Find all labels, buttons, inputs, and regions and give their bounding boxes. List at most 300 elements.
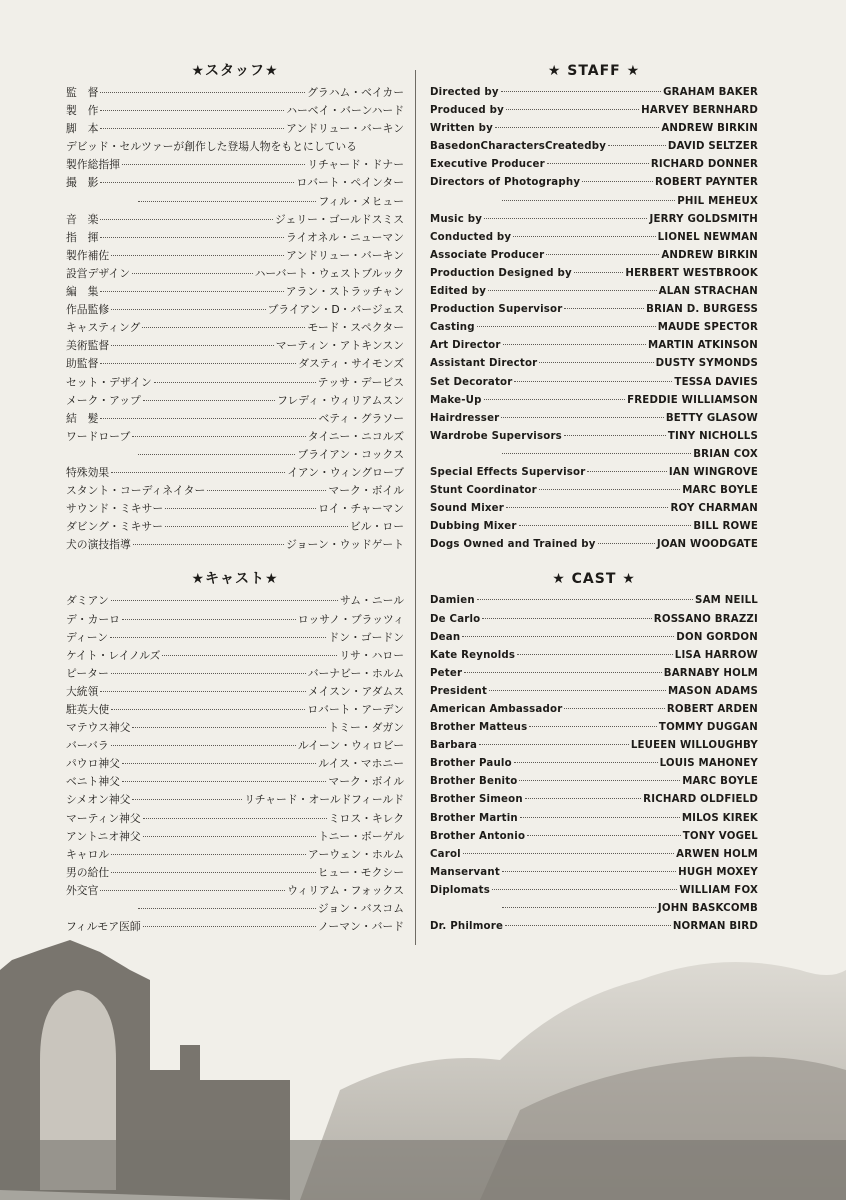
- credit-row: [66, 629, 404, 647]
- dot-leader: [479, 744, 629, 745]
- credit-name: ブライアン・コックス: [297, 447, 404, 461]
- credit-name: JOAN WOODGATE: [656, 539, 758, 551]
- dot-leader: [484, 399, 625, 400]
- credit-name: ロッサノ・ブラッツィ: [297, 612, 404, 626]
- dot-leader: [162, 655, 337, 656]
- credit-row: [66, 719, 404, 737]
- credit-row: [66, 428, 404, 446]
- credit-role: Brother Simeon: [430, 794, 523, 806]
- en-cast-list: [430, 592, 758, 936]
- credit-row: [66, 229, 404, 247]
- dot-leader: [527, 835, 681, 836]
- dot-leader: [111, 255, 284, 256]
- credit-row: [430, 319, 758, 337]
- credit-role: Edited by: [430, 286, 487, 298]
- credit-role: 製作総指揮: [66, 158, 120, 172]
- dot-leader: [100, 110, 284, 111]
- jp-cast-list: [66, 592, 404, 936]
- credit-row: [430, 755, 758, 773]
- dot-leader: [122, 763, 316, 764]
- credit-name: ハーベイ・バーンハード: [286, 104, 404, 118]
- credit-name: バーナビー・ホルム: [307, 666, 404, 680]
- credit-role: Written by: [430, 123, 493, 135]
- dot-leader: [132, 727, 326, 728]
- credit-role: 犬の演技指導: [66, 538, 131, 552]
- credit-row: [66, 84, 404, 102]
- dot-leader: [502, 871, 676, 872]
- credit-role: Barbara: [430, 740, 478, 752]
- credit-row: [66, 665, 404, 683]
- dot-leader: [464, 672, 662, 673]
- credit-name: リサ・ハロー: [339, 648, 404, 662]
- credit-name: NORMAN BIRD: [672, 921, 758, 933]
- credit-name: アーウェン・ホルム: [308, 847, 404, 861]
- credit-role: Production Designed by: [430, 267, 572, 279]
- credit-row: [430, 156, 758, 174]
- credit-row: [66, 773, 404, 791]
- credit-row: [66, 701, 404, 719]
- jp-staff-heading: ★スタッフ★: [191, 63, 279, 79]
- credit-name: HARVEY BERNHARD: [641, 105, 758, 117]
- credit-name: ALAN STRACHAN: [658, 286, 758, 298]
- credit-role: ケイト・レイノルズ: [66, 648, 161, 662]
- credit-role: Peter: [430, 667, 463, 679]
- credit-name: MAUDE SPECTOR: [657, 322, 758, 334]
- credit-row: [430, 791, 758, 809]
- credit-name: HERBERT WESTBROOK: [625, 267, 758, 279]
- credit-row: [430, 211, 758, 229]
- dot-leader: [519, 780, 680, 781]
- credit-name: RICHARD DONNER: [650, 159, 758, 171]
- credit-row: [430, 918, 758, 936]
- credit-name: LIONEL NEWMAN: [657, 231, 758, 243]
- credit-row: [430, 84, 758, 102]
- credit-row: [430, 374, 758, 392]
- credit-role: Dubbing Mixer: [430, 521, 517, 533]
- credit-role: Make-Up: [430, 394, 482, 406]
- dot-leader: [574, 272, 624, 273]
- credit-role: Special Effects Supervisor: [430, 466, 586, 478]
- english-credits-column: [430, 58, 758, 936]
- credit-role: マテウス神父: [66, 721, 131, 735]
- credit-row: [430, 629, 758, 647]
- credit-row: [430, 120, 758, 138]
- credit-name: ロイ・チャーマン: [318, 502, 404, 516]
- credit-name: トミー・ダガン: [328, 721, 404, 735]
- credit-row: [430, 410, 758, 428]
- dot-leader: [506, 109, 639, 110]
- credit-row: [430, 428, 758, 446]
- credit-name: アンドリュー・バーキン: [286, 248, 404, 262]
- credit-row: [430, 665, 758, 683]
- dot-leader: [111, 309, 265, 310]
- credit-name: DAVID SELTZER: [667, 141, 758, 153]
- credit-row: [430, 265, 758, 283]
- credit-name: TOMMY DUGGAN: [658, 722, 758, 734]
- dot-leader: [100, 128, 284, 129]
- credit-name: リチャード・ドナー: [307, 158, 404, 172]
- dot-leader: [520, 817, 680, 818]
- credit-name: FREDDIE WILLIAMSON: [627, 394, 758, 406]
- credit-name: BRIAN D. BURGESS: [646, 304, 758, 316]
- credit-name: MILOS KIREK: [681, 812, 758, 824]
- dot-leader: [100, 363, 296, 364]
- credit-role: Brother Antonio: [430, 830, 526, 842]
- dot-leader: [492, 889, 677, 890]
- en-staff-heading: ★ STAFF ★: [547, 63, 641, 79]
- credit-row: [430, 464, 758, 482]
- dot-leader: [505, 925, 671, 926]
- dot-leader: [111, 673, 306, 674]
- credit-row: [66, 464, 404, 482]
- credit-name: MARC BOYLE: [682, 776, 758, 788]
- dot-leader: [143, 818, 327, 819]
- credit-role: 監 督: [66, 86, 99, 99]
- dot-leader: [111, 745, 296, 746]
- credit-name: ヒュー・モクシー: [317, 865, 404, 879]
- credit-role: 設営デザイン: [66, 266, 131, 280]
- credit-role: スタント・コーディネイター: [66, 484, 206, 498]
- credit-name: サム・ニール: [339, 594, 404, 608]
- credit-name: タイニー・ニコルズ: [307, 429, 404, 443]
- dot-leader: [501, 91, 661, 92]
- credit-role: Set Decorator: [430, 376, 513, 388]
- dot-leader: [122, 781, 326, 782]
- credit-role: Dogs Owned and Trained by: [430, 539, 596, 551]
- dot-leader: [477, 599, 693, 600]
- abbey-ruins-photo: [0, 940, 846, 1200]
- dot-leader: [502, 907, 656, 908]
- credit-role: ワードローブ: [66, 429, 131, 443]
- credit-role: マーティン神父: [66, 811, 141, 825]
- credit-name: ウィリアム・フォックス: [287, 883, 404, 897]
- credit-name: ROY CHARMAN: [670, 503, 758, 515]
- credit-name: フレディ・ウィリアムスン: [277, 393, 404, 407]
- dot-leader: [154, 382, 316, 383]
- credit-role: Brother Benito: [430, 776, 518, 788]
- credit-role: 音 楽: [66, 212, 99, 226]
- en-cast-heading: ★ CAST ★: [552, 571, 636, 588]
- credit-role: American Ambassador: [430, 704, 563, 715]
- dot-leader: [132, 436, 306, 437]
- credit-name: BETTY GLASOW: [665, 412, 758, 424]
- credit-name: ダスティ・サイモンズ: [298, 357, 404, 371]
- dot-leader: [477, 326, 656, 327]
- credit-role: Associate Producer: [430, 249, 545, 261]
- credit-role: ベニト神父: [66, 775, 120, 789]
- credit-row: [66, 138, 404, 156]
- credit-row: [66, 755, 404, 773]
- credit-name: ミロス・キレク: [328, 811, 404, 825]
- jp-staff-list: [66, 84, 404, 554]
- credit-row: [66, 918, 404, 936]
- credit-name: テッサ・デービス: [317, 375, 404, 389]
- dot-leader: [143, 926, 316, 927]
- credit-role: ダミアン: [66, 594, 109, 608]
- credit-name: LISA HARROW: [674, 649, 758, 661]
- dot-leader: [463, 853, 674, 854]
- credit-name: マーティン・アトキンスン: [275, 339, 404, 353]
- credit-name: DON GORDON: [676, 631, 758, 643]
- credit-role: 撮 影: [66, 176, 99, 190]
- credit-role: Brother Paulo: [430, 758, 512, 770]
- credit-row: [66, 337, 404, 355]
- credit-row: [66, 500, 404, 518]
- dot-leader: [122, 164, 305, 165]
- credit-role: Assistant Director: [430, 358, 538, 370]
- credit-row: [430, 592, 758, 610]
- credit-role: アントニオ神父: [66, 829, 141, 843]
- credit-row: [430, 355, 758, 373]
- dot-leader: [138, 454, 295, 455]
- credit-row: [66, 900, 404, 918]
- credit-row: [430, 611, 758, 629]
- credit-row: [66, 283, 404, 301]
- dot-leader: [142, 327, 305, 328]
- credit-row: [66, 301, 404, 319]
- credit-row: [66, 193, 404, 211]
- credit-row: [66, 174, 404, 192]
- credit-name: ANDREW BIRKIN: [661, 249, 758, 261]
- credit-role: Dean: [430, 631, 461, 643]
- dot-leader: [564, 308, 644, 309]
- credit-role: キャロル: [66, 847, 110, 861]
- credit-role: 駐英大使: [66, 703, 110, 716]
- credit-name: グラハム・ベイカー: [307, 86, 404, 99]
- credit-name: DUSTY SYMONDS: [655, 358, 758, 370]
- credit-role: デ・カーロ: [66, 612, 120, 626]
- credit-role: ピーター: [66, 666, 109, 680]
- credit-name: ハーバート・ウェストブルック: [254, 266, 404, 280]
- credit-role: Directors of Photography: [430, 177, 581, 189]
- credit-role: 美術監督: [66, 339, 110, 353]
- credit-role: フィルモア医師: [66, 920, 141, 934]
- credit-role: 製 作: [66, 104, 99, 118]
- credit-row: [66, 265, 404, 283]
- credit-name: WILLIAM FOX: [679, 884, 758, 896]
- credit-role: Kate Reynolds: [430, 649, 516, 661]
- dot-leader: [100, 182, 294, 183]
- credit-row: [430, 900, 758, 918]
- dot-leader: [519, 525, 692, 526]
- dot-leader: [564, 708, 664, 709]
- dot-leader: [546, 254, 659, 255]
- dot-leader: [110, 637, 326, 638]
- credit-role: Brother Matteus: [430, 722, 528, 734]
- credit-name: ブライアン・D・バージェス: [267, 303, 404, 317]
- credit-row: [430, 683, 758, 701]
- credit-name: ロバート・アーデン: [307, 703, 404, 716]
- credit-name: ロバート・ペインター: [296, 176, 404, 190]
- credit-row: [430, 536, 758, 554]
- credit-name: RICHARD OLDFIELD: [643, 794, 758, 806]
- credit-row: [66, 791, 404, 809]
- credit-role: Diplomats: [430, 884, 490, 896]
- credit-row: [66, 864, 404, 882]
- credit-role: Manservant: [430, 866, 500, 878]
- credit-role: 大統領: [66, 684, 99, 698]
- credit-role: 作品監修: [66, 303, 110, 317]
- dot-leader: [165, 526, 348, 527]
- dot-leader: [111, 472, 285, 473]
- credit-role: 編 集: [66, 285, 99, 299]
- dot-leader: [513, 236, 655, 237]
- credit-name: BARNABY HOLM: [663, 667, 758, 679]
- dot-leader: [482, 618, 651, 619]
- credit-role: ディーン: [66, 630, 109, 644]
- credit-name: TONY VOGEL: [682, 830, 758, 842]
- credit-role: Carol: [430, 848, 461, 860]
- credit-role: President: [430, 685, 488, 697]
- credit-row: [430, 719, 758, 737]
- dot-leader: [539, 489, 680, 490]
- credit-row: [66, 247, 404, 265]
- credit-row: [66, 737, 404, 755]
- credit-name: ベティ・グラソー: [318, 411, 404, 425]
- dot-leader: [100, 291, 283, 292]
- credit-row: [66, 647, 404, 665]
- en-staff-list: [430, 84, 758, 554]
- credit-row: [66, 410, 404, 428]
- credit-row: [430, 446, 758, 464]
- credit-role: Dr. Philmore: [430, 921, 504, 933]
- credit-row: [66, 374, 404, 392]
- dot-leader: [539, 362, 653, 363]
- credit-row: [430, 229, 758, 247]
- dot-leader: [111, 709, 305, 710]
- credit-name: IAN WINGROVE: [668, 466, 758, 478]
- credit-name: HUGH MOXEY: [678, 866, 758, 878]
- credit-row: [66, 319, 404, 337]
- credit-row: [66, 211, 404, 229]
- dot-leader: [111, 600, 338, 601]
- credit-role: バーバラ: [66, 739, 109, 753]
- credit-role: De Carlo: [430, 613, 481, 625]
- credit-name: メイスン・アダムス: [307, 684, 404, 698]
- credit-role: ダビング・ミキサー: [66, 520, 163, 534]
- credit-row: [66, 611, 404, 629]
- dot-leader: [100, 691, 306, 692]
- credit-role: キャスティング: [66, 321, 141, 335]
- credit-row: [430, 138, 758, 156]
- credit-role: メーク・アップ: [66, 393, 141, 407]
- credit-name: ドン・ゴードン: [328, 630, 404, 644]
- credit-role: Music by: [430, 213, 483, 225]
- dot-leader: [132, 273, 253, 274]
- credit-role: Executive Producer: [430, 159, 545, 171]
- credit-row: [66, 392, 404, 410]
- dot-leader: [501, 417, 663, 418]
- credit-role: 結 髪: [66, 411, 99, 425]
- dot-leader: [598, 543, 655, 544]
- credit-row: [430, 773, 758, 791]
- dot-leader: [143, 836, 317, 837]
- dot-leader: [100, 237, 284, 238]
- credit-role: Hairdresser: [430, 412, 500, 424]
- credit-row: [430, 882, 758, 900]
- credit-row: [66, 518, 404, 536]
- credit-name: PHIL MEHEUX: [677, 195, 758, 207]
- dot-leader: [547, 163, 649, 164]
- credit-name: BILL ROWE: [693, 521, 758, 533]
- credit-role: Conducted by: [430, 231, 512, 243]
- credit-row: [66, 882, 404, 900]
- credit-row: [66, 482, 404, 500]
- credit-name: ROBERT ARDEN: [666, 704, 758, 715]
- credit-row: [430, 647, 758, 665]
- credit-name: ジョーン・ウッドゲート: [286, 538, 404, 552]
- dot-leader: [100, 92, 305, 93]
- credit-role: Casting: [430, 322, 475, 334]
- credit-role: 製作補佐: [66, 248, 110, 262]
- credit-name: SAM NEILL: [695, 595, 758, 607]
- credit-name: ライオネル・ニューマン: [285, 230, 404, 244]
- credit-role: Production Supervisor: [430, 304, 563, 316]
- credit-name: TINY NICHOLLS: [667, 430, 758, 442]
- credit-role: サウンド・ミキサー: [66, 502, 164, 516]
- credit-row: [430, 828, 758, 846]
- credit-role: シメオン神父: [66, 793, 131, 807]
- dot-leader: [587, 471, 666, 472]
- credit-name: イアン・ウィングローブ: [287, 465, 404, 479]
- credit-name: ARWEN HOLM: [676, 848, 758, 860]
- japanese-credits-column: [66, 58, 404, 936]
- credit-name: JERRY GOLDSMITH: [649, 213, 758, 225]
- credit-role: 脚 本: [66, 122, 99, 136]
- credit-name: JOHN BASKCOMB: [657, 903, 758, 915]
- credit-role: BasedonCharactersCreatedby: [430, 141, 607, 153]
- credit-row: [430, 846, 758, 864]
- credit-row: [430, 392, 758, 410]
- credit-name: モード・スペクター: [307, 321, 404, 335]
- credit-name: ANDREW BIRKIN: [661, 123, 758, 135]
- dot-leader: [514, 762, 658, 763]
- credit-row: [66, 156, 404, 174]
- credit-row: [430, 301, 758, 319]
- dot-leader: [484, 218, 647, 219]
- credit-row: [430, 193, 758, 211]
- credit-row: [430, 102, 758, 120]
- credit-name: LEUEEN WILLOUGHBY: [630, 740, 758, 752]
- dot-leader: [503, 344, 646, 345]
- credit-role: パウロ神父: [66, 757, 120, 771]
- jp-cast-heading: ★キャスト★: [191, 571, 279, 588]
- dot-leader: [517, 654, 673, 655]
- credit-role: Stunt Coordinator: [430, 485, 537, 497]
- dot-leader: [608, 145, 666, 146]
- dot-leader: [529, 726, 657, 727]
- credit-role: 男の給仕: [66, 865, 110, 879]
- dot-leader: [495, 127, 659, 128]
- credit-row: [430, 701, 758, 719]
- credit-name: ルイス・マホニー: [318, 757, 404, 771]
- credit-row: [66, 355, 404, 373]
- credit-row: [66, 810, 404, 828]
- credit-role: セット・デザイン: [66, 375, 152, 389]
- credit-role: Directed by: [430, 87, 499, 98]
- credit-name: ルイーン・ウィロビー: [297, 739, 404, 753]
- credit-row: [66, 828, 404, 846]
- credit-name: TESSA DAVIES: [674, 376, 758, 388]
- credit-row: [430, 482, 758, 500]
- credit-name: ジョン・バスコム: [317, 902, 404, 916]
- dot-leader: [165, 508, 316, 509]
- credit-name: フィル・メヒュー: [318, 194, 404, 208]
- credit-row: [66, 446, 404, 464]
- credit-row: [430, 864, 758, 882]
- credit-name: MASON ADAMS: [668, 685, 758, 697]
- credit-role: 外交官: [66, 883, 99, 897]
